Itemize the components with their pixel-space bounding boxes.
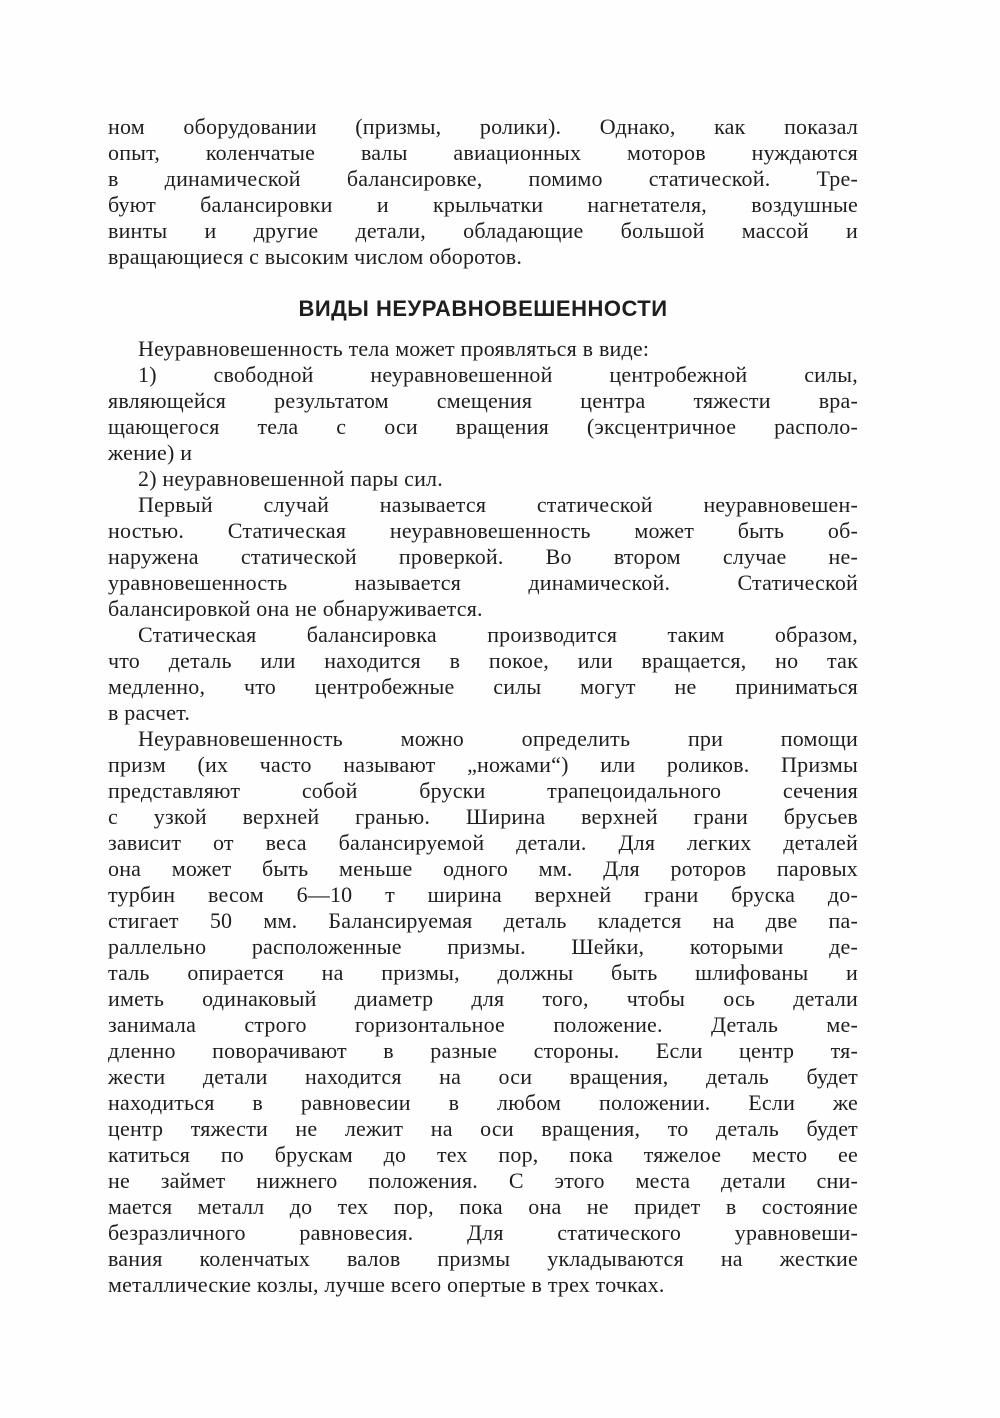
text-line: щающегося тела с оси вращения (эксцентричное располо- [108, 414, 858, 439]
text-line: 1) свободной неуравновешенной центробежной силы, [138, 362, 858, 387]
text-line: находиться в равновесии в любом положении. Если же [108, 1090, 858, 1115]
paragraph-forms [108, 336, 858, 362]
paragraph-item-1 [108, 362, 858, 466]
text-line: медленно, что центробежные силы могут не приниматься [108, 674, 858, 699]
text-line: она может быть меньше одного мм. Для роторов паровых [108, 856, 858, 881]
section-heading: ВИДЫ НЕУРАВНОВЕШЕННОСТИ [298, 296, 668, 321]
text-line: катиться по брускам до тех пор, пока тяжелое место ее [108, 1142, 858, 1167]
text-line: с узкой верхней гранью. Ширина верхней грани брусьев [108, 804, 858, 829]
text-line: Статическая балансировка производится таким образом, [138, 622, 858, 647]
page-text [108, 114, 858, 1298]
paragraph-static-balancing [108, 622, 858, 726]
text-line: зависит от веса балансируемой детали. Для легких деталей [108, 830, 858, 855]
text-line: в динамической балансировке, помимо статической. Тре- [108, 166, 858, 191]
text-line: турбин весом 6—10 т ширина верхней грани бруска до- [108, 882, 858, 907]
text-line: уравновешенность называется динамической. Статической [108, 570, 858, 595]
text-line: Неуравновешенность можно определить при помощи [138, 726, 858, 751]
text-line: буют балансировки и крыльчатки нагнетателя, воздушные [108, 192, 858, 217]
text-line: вращающиеся с высоким числом оборотов. [108, 244, 523, 269]
paragraph-static-case [108, 492, 858, 622]
text-line: центр тяжести не лежит на оси вращения, то деталь будет [108, 1116, 858, 1141]
text-line: являющейся результатом смещения центра тяжести вра- [108, 388, 858, 413]
paragraph-intro [108, 114, 858, 270]
text-line: наружена статической проверкой. Во втором случае не- [108, 544, 858, 569]
text-line: иметь одинаковый диаметр для того, чтобы ось детали [108, 986, 858, 1011]
text-line: раллельно расположенные призмы. Шейки, которыми де- [108, 934, 858, 959]
text-line: призм (их часто называют „ножами“) или роликов. Призмы [108, 752, 858, 777]
text-line: мается металл до тех пор, пока она не придет в состояние [108, 1194, 858, 1219]
text-line: безразличного равновесия. Для статического уравновеши- [108, 1220, 858, 1245]
text-line: дленно поворачивают в разные стороны. Если центр тя- [108, 1038, 858, 1063]
paragraph-prisms [108, 726, 858, 1298]
text-line: металлические козлы, лучше всего опертые в трех точках. [108, 1272, 665, 1297]
text-line: представляют собой бруски трапецоидального сечения [108, 778, 858, 803]
text-line: винты и другие детали, обладающие большой массой и [108, 218, 858, 243]
text-line: ностью. Статическая неуравновешенность может быть об- [108, 518, 858, 543]
text-line: в расчет. [108, 700, 191, 725]
text-line: ном оборудовании (призмы, ролики). Однако, как показал [108, 114, 858, 139]
paragraph-item-2 [108, 466, 858, 492]
text-line: вания коленчатых валов призмы укладываются на жесткие [108, 1246, 858, 1271]
text-line: стигает 50 мм. Балансируемая деталь кладется на две па- [108, 908, 858, 933]
text-line: 2) неуравновешенной пары сил. [138, 466, 443, 491]
text-line: опыт, коленчатые валы авиационных моторов нуждаются [108, 140, 858, 165]
text-line: не займет нижнего положения. С этого места детали сни- [108, 1168, 858, 1193]
text-line: жение) и [108, 440, 193, 465]
text-line: жести детали находится на оси вращения, деталь будет [108, 1064, 858, 1089]
text-line: балансировкой она не обнаруживается. [108, 596, 483, 621]
text-line: занимала строго горизонтальное положение. Деталь ме- [108, 1012, 858, 1037]
text-line: что деталь или находится в покое, или вращается, но так [108, 648, 858, 673]
text-line: таль опирается на призмы, должны быть шлифованы и [108, 960, 858, 985]
text-line: Первый случай называется статической неуравновешен- [138, 492, 858, 517]
text-line: Неуравновешенность тела может проявляться в виде: [138, 336, 650, 361]
